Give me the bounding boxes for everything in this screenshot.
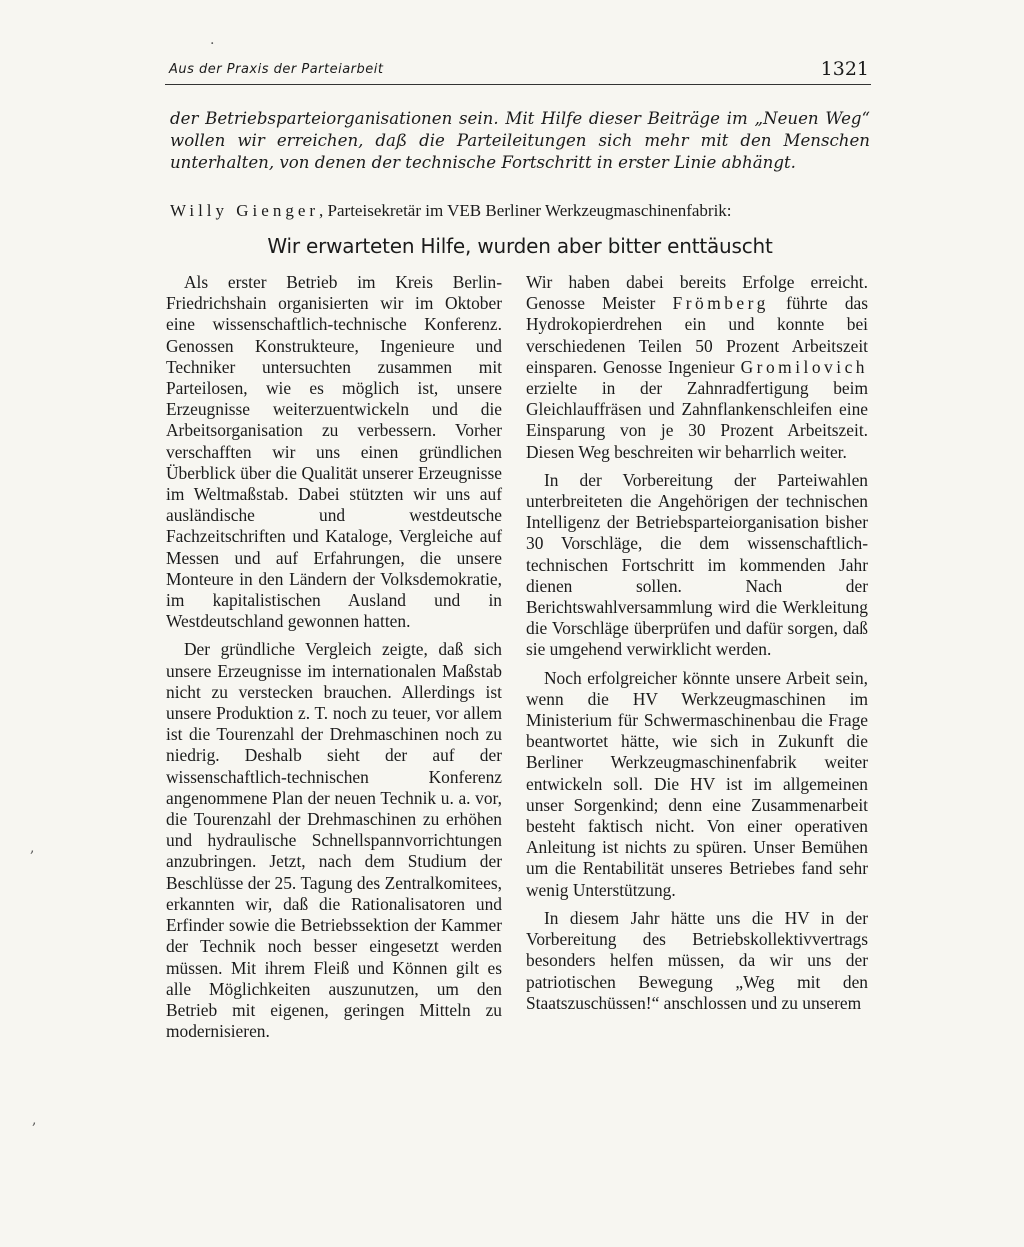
page-header: [165, 58, 871, 85]
right-paragraph-2: In der Vorbereitung der Parteiwahlen unterbreiteten die Angehörigen der technischen Intelligenz der Betriebsparteiorganisation bisher 30 Vorschläge, die dem wissenschaftlich-technischen Fortschritt im kommenden Jahr dienen sollen. Nach der Berichtswahlversammlung wird die Werkleitung die Vorschläge überprüfen und dafür sorgen, daß sie umgehend verwirklicht werden.: [526, 469, 868, 660]
right-p1-text-b: führte das Hydrokopierdrehen ein und konnte bei verschiedenen Teilen 50 Prozent Arbeitszeit einsparen. Genosse Ingenieur: [526, 293, 868, 377]
page-number: 1321: [820, 58, 869, 80]
left-paragraph-1: Als erster Betrieb im Kreis Berlin-Friedrichshain organisierten wir im Oktober eine wissenschaftlich-technische Konferenz. Genossen Konstrukteure, Ingenieure und Techniker untersuchten zusammen mit Parteilosen, wie es möglich ist, unsere Erzeugnisse weiterzuentwickeln und die Arbeitsorganisation zu verbessern. Vorher verschafften wir uns einen gründlichen Überblick über die Qualität unserer Erzeugnisse im Weltmaßstab. Dabei stützten wir uns auf ausländische und westdeutsche Fachzeitschriften und Kataloge, Vergleiche auf Messen und auf Erfahrungen, die unsere Monteure in den Ländern der Volksdemokratie, im kapitalistischen Ausland und in Westdeutschland gewonnen hatten.: [166, 272, 502, 632]
scan-speck-1: ,: [30, 840, 35, 856]
right-p1-text-c: erzielte in der Zahnradfertigung beim Gleichlauffräsen und Zahnflankenschleifen eine Einsparung von je 30 Prozent Arbeitszeit. Diesen Weg beschreiten wir beharrlich weiter.: [526, 378, 868, 462]
right-p1-text-a: Wir haben dabei bereits Erfolge erreicht. Genosse Meister: [526, 272, 868, 314]
right-paragraph-1: [526, 272, 868, 463]
right-paragraph-3: Noch erfolgreicher könnte unsere Arbeit sein, wenn die HV Werkzeugmaschinen im Ministerium für Schwermaschinenbau die Frage beantwortet hätte, wie sich in Zukunft die Berliner Werkzeugmaschinenfabrik weiter entwickeln soll. Die HV ist im allgemeinen unser Sorgenkind; denn eine Zusammenarbeit besteht faktisch nicht. Von einer operativen Anleitung ist nichts zu spüren. Unser Bemühen um die Rentabilität unseres Betriebes fand sehr wenig Unterstützung.: [526, 667, 868, 900]
person-name-froemberg: Frömberg: [672, 293, 769, 314]
intro-paragraph: der Betriebsparteiorganisationen sein. Mit Hilfe dieser Beiträge im „Neuen Weg“ wollen wir erreichen, daß die Parteileitungen sich mehr mit den Menschen unterhalten, von denen der technische Fortschritt in erster Linie abhängt.: [170, 109, 870, 172]
author-byline: [170, 200, 870, 222]
right-column: [526, 272, 868, 1021]
scan-speck-2: ,: [32, 1112, 37, 1128]
right-paragraph-4: In diesem Jahr hätte uns die HV in der Vorbereitung des Betriebskollektivvertrags besonders helfen müssen, da wir uns der patriotischen Bewegung „Weg mit den Staatszuschüssen!“ anschlossen und zu unserem: [526, 907, 868, 1013]
article-headline: Wir erwarteten Hilfe, wurden aber bitter enttäuscht: [267, 234, 773, 258]
running-title: Aus der Praxis der Parteiarbeit: [169, 62, 384, 77]
left-paragraph-2: Der gründliche Vergleich zeigte, daß sich unsere Erzeugnisse im internationalen Maßstab nicht zu verstecken brauchen. Allerdings ist unsere Produktion z. T. noch zu teuer, vor allem ist die Tourenzahl der Drehmaschinen noch zu niedrig. Deshalb sieht der auf der wissenschaftlich-technischen Konferenz angenommene Plan der neuen Technik u. a. vor, die Tourenzahl der Drehmaschinen zu erhöhen und hydraulische Schnellspannvorrichtungen anzubringen. Jetzt, nach dem Studium der Beschlüsse der 25. Tagung des Zentralkomitees, erkannten wir, daß die Rationalisatoren und Erfinder sowie die Betriebssektion der Kammer der Technik noch besser eingesetzt werden müssen. Mit ihrem Fleiß und Können gilt es alle Möglichkeiten auszunutzen, um den Betrieb mit eigenen, geringen Mitteln zu modernisieren.: [166, 639, 502, 1042]
author-role: , Parteisekretär im VEB Berliner Werkzeugmaschinenfabrik:: [319, 201, 732, 220]
person-name-gromilovich: Gromilovich: [740, 356, 868, 377]
left-column: [166, 272, 502, 1049]
author-name: Willy Gienger: [170, 201, 320, 220]
scan-speck-3: .: [210, 32, 215, 48]
